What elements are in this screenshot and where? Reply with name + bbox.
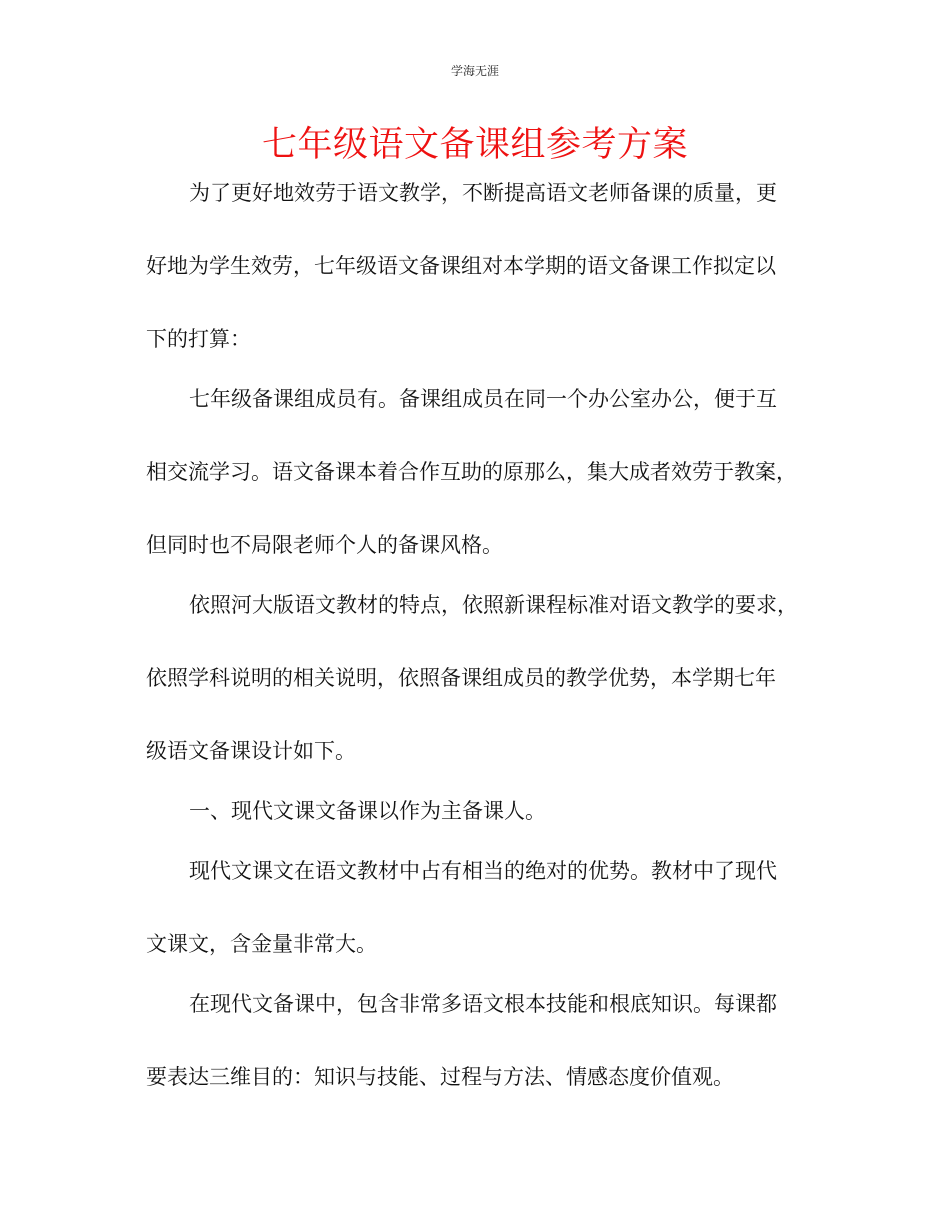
text-line: 要表达三维目的：知识与技能、过程与方法、情感态度价值观。 [146,1065,734,1089]
text-line: 文课文，含金量非常大。 [146,932,377,956]
text-line: 在现代文备课中，包含非常多语文根本技能和根底知识。每课都 [189,992,777,1016]
text-line: 但同时也不局限老师个人的备课风格。 [146,533,503,557]
text-line: 依照学科说明的相关说明，依照备课组成员的教学优势，本学期七年 [146,666,776,690]
page-header: 学海无涯 [450,64,499,78]
text-line: 依照河大版语文教材的特点，依照新课程标准对语文教学的要求， [189,593,798,617]
text-line: 下的打算： [146,327,251,351]
text-line: 一、现代文课文备课以作为主备课人。 [189,799,546,823]
text-line: 相交流学习。语文备课本着合作互助的原那么，集大成者效劳于教案， [146,460,797,484]
text-line: 七年级备课组成员有。备课组成员在同一个办公室办公，便于互 [189,387,777,411]
text-line: 级语文备课设计如下。 [146,739,356,763]
text-line: 现代文课文在语文教材中占有相当的绝对的优势。教材中了现代 [189,859,777,883]
text-line: 好地为学生效劳，七年级语文备课组对本学期的语文备课工作拟定以 [146,254,776,278]
text-line: 为了更好地效劳于语文教学，不断提高语文老师备课的质量，更 [189,181,777,205]
document-title: 七年级语文备课组参考方案 [261,125,688,165]
